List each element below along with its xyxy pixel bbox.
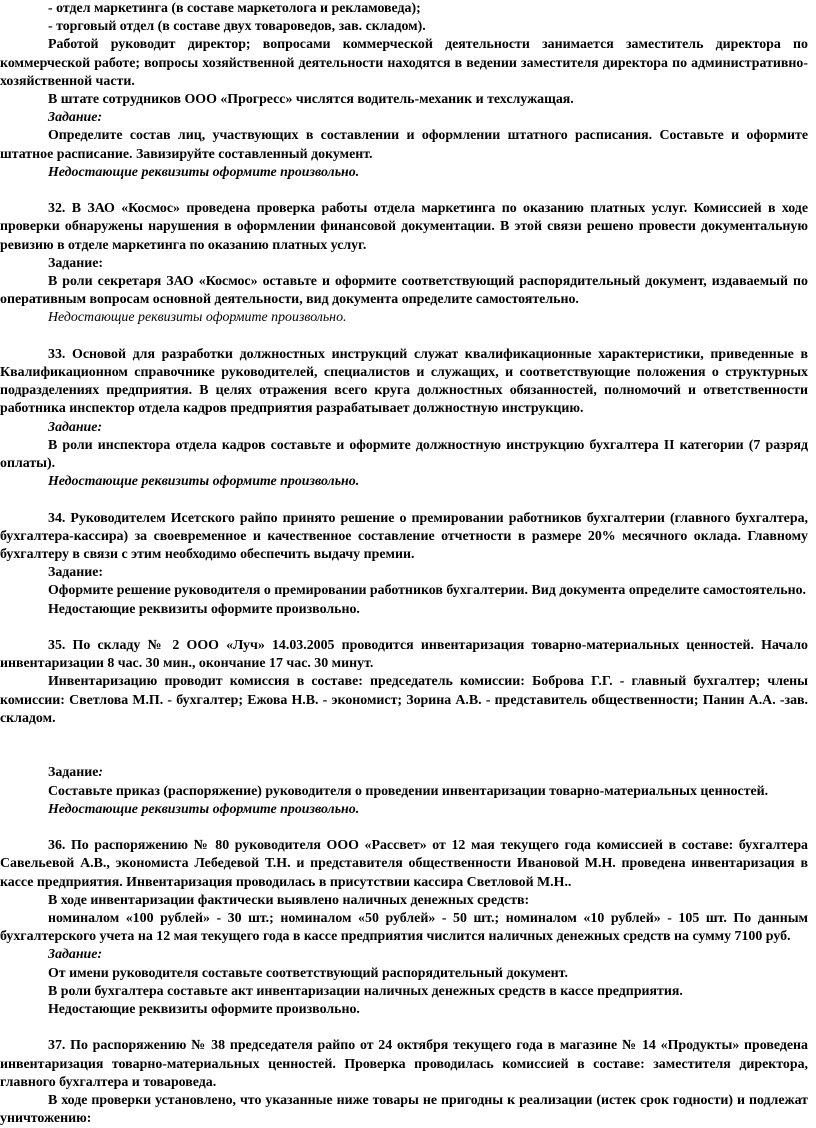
task-text: Определите состав лиц, участвующих в составлении и оформлении штатного расписания. Составьте и оформите штатное расписание. Завизируйте составленный документ. <box>0 128 808 162</box>
task-text: От имени руководителя составьте соответствующий распорядительный документ. <box>48 965 568 981</box>
missing-note: Недостающие реквизиты оформите произвольно. <box>48 474 360 490</box>
task-label: Задание: <box>48 947 103 963</box>
paragraph: номиналом «100 рублей» - 30 шт.; номиналом «50 рублей» - 50 шт.; номиналом «10 рублей» - 105 шт. По данным бухгалтерского учета на 12 мая текущего года в кассе предприятия числится наличных денежных средств на сумму 7100 руб. <box>0 911 808 945</box>
missing-note: Недостающие реквизиты оформите произвольно. <box>48 801 360 817</box>
task-35-text: 35. По складу № 2 ООО «Луч» 14.03.2005 проводится инвентаризация товарно-материальных ценностей. Начало инвентаризации 8 час. 30 мин., окончание 17 час. 30 минут. <box>0 638 808 672</box>
task-33-text: 33. Основой для разработки должностных инструкций служат квалификационные характеристики, приведенные в Квалификационном справочнике руководителей, специалистов и служащих, и соответствующие положения о структурных подразделениях предприятия. В целях отражения всего круга должностных обязанностей, полномочий и ответственности работника инспектор отдела кадров предприятия разрабатывает должностную инструкцию. <box>0 346 808 417</box>
paragraph: Работой руководит директор; вопросами коммерческой деятельности занимается заместитель директора по коммерческой работе; вопросы хозяйственной деятельности находятся в ведении заместителя директора по административно-хозяйственной части. <box>0 37 808 89</box>
list-item: - торговый отдел (в составе двух товароведов, зав. складом). <box>48 19 426 35</box>
paragraph: Инвентаризацию проводит комиссия в составе: председатель комиссии: Боброва Г.Г. - главный бухгалтер; члены комиссии: Светлова М.П. - бухгалтер; Ежова Н.В. - экономист; Зорина А.В. - представитель общественности; Панин А.А. -зав. складом. <box>0 674 808 726</box>
task-label: Задание: <box>48 419 103 435</box>
paragraph: В ходе инвентаризации фактически выявлено наличных денежных средств: <box>48 892 530 908</box>
task-34-text: 34. Руководителем Исетского райпо принято решение о премировании работников бухгалтерии (главного бухгалтера, бухгалтера-кассира) за своевременное и качественное составление отчетности в размере 20% месячного оклада. Главному бухгалтеру в связи с этим необходимо обеспечить выдачу премии. <box>0 510 808 563</box>
paragraph: В ходе проверки установлено, что указанные ниже товары не пригодны к реализации (истек срок годности) и подлежат уничтожению: <box>0 1093 808 1127</box>
task-36-text: 36. По распоряжению № 80 руководителя ООО «Рассвет» от 12 мая текущего года комиссией в составе: бухгалтера Савельевой А.В., экономиста Лебедевой Т.Н. и представителя общественности Ивановой М.Н. проведена инвентаризация в кассе предприятия. Инвентаризация проводилась в присутствии кассира Светловой М.Н.. <box>0 838 808 890</box>
missing-note: Недостающие реквизиты оформите произвольно. <box>48 164 360 180</box>
task-text: В роли секретаря ЗАО «Космос» оставьте и оформите соответствующий распорядительный документ, издаваемый по оперативным вопросам основной деятельности, вид документа определите самостоятельно. <box>0 274 808 308</box>
paragraph: В штате сотрудников ООО «Прогресс» числятся водитель-механик и техслужащая. <box>48 92 574 108</box>
task-text: Оформите решение руководителя о премировании работников бухгалтерии. Вид документа определите самостоятельно. <box>48 583 806 599</box>
missing-note: Недостающие реквизиты оформите произвольно. <box>48 1002 360 1018</box>
missing-note: Недостающие реквизиты оформите произвольно. <box>48 601 360 617</box>
task-label: Задание: <box>48 110 103 126</box>
task-label: Задание: <box>48 765 104 781</box>
task-text: Составьте приказ (распоряжение) руководителя о проведении инвентаризации товарно-материальных ценностей. <box>48 783 769 799</box>
task-text: В роли инспектора отдела кадров составьте и оформите должностную инструкцию бухгалтера II категории (7 разряд оплаты). <box>0 437 808 472</box>
task-label: Задание: <box>48 565 104 581</box>
task-label: Задание: <box>48 255 104 271</box>
list-item: - отдел маркетинга (в составе маркетолога и рекламоведа); <box>48 1 421 16</box>
task-32-text: 32. В ЗАО «Космос» проведена проверка работы отдела маркетинга по оказанию платных услуг. Комиссией в ходе проверки обнаружены нарушения в оформлении финансовой документации. В этой связи решено провести документальную ревизию в отделе маркетинга по оказанию платных услуг. <box>0 201 808 253</box>
task-37-text: 37. По распоряжению № 38 председателя райпо от 24 октября текущего года в магазине № 14 «Продукты» проведена инвентаризация товарно-материальных ценностей. Проверка проводилась комиссией в составе: заместителя директора, главного бухгалтера и товароведа. <box>0 1038 808 1090</box>
task-text: В роли бухгалтера составьте акт инвентаризации наличных денежных средств в кассе предприятия. <box>48 983 683 999</box>
missing-note: Недостающие реквизиты оформите произвольно. <box>48 310 347 326</box>
